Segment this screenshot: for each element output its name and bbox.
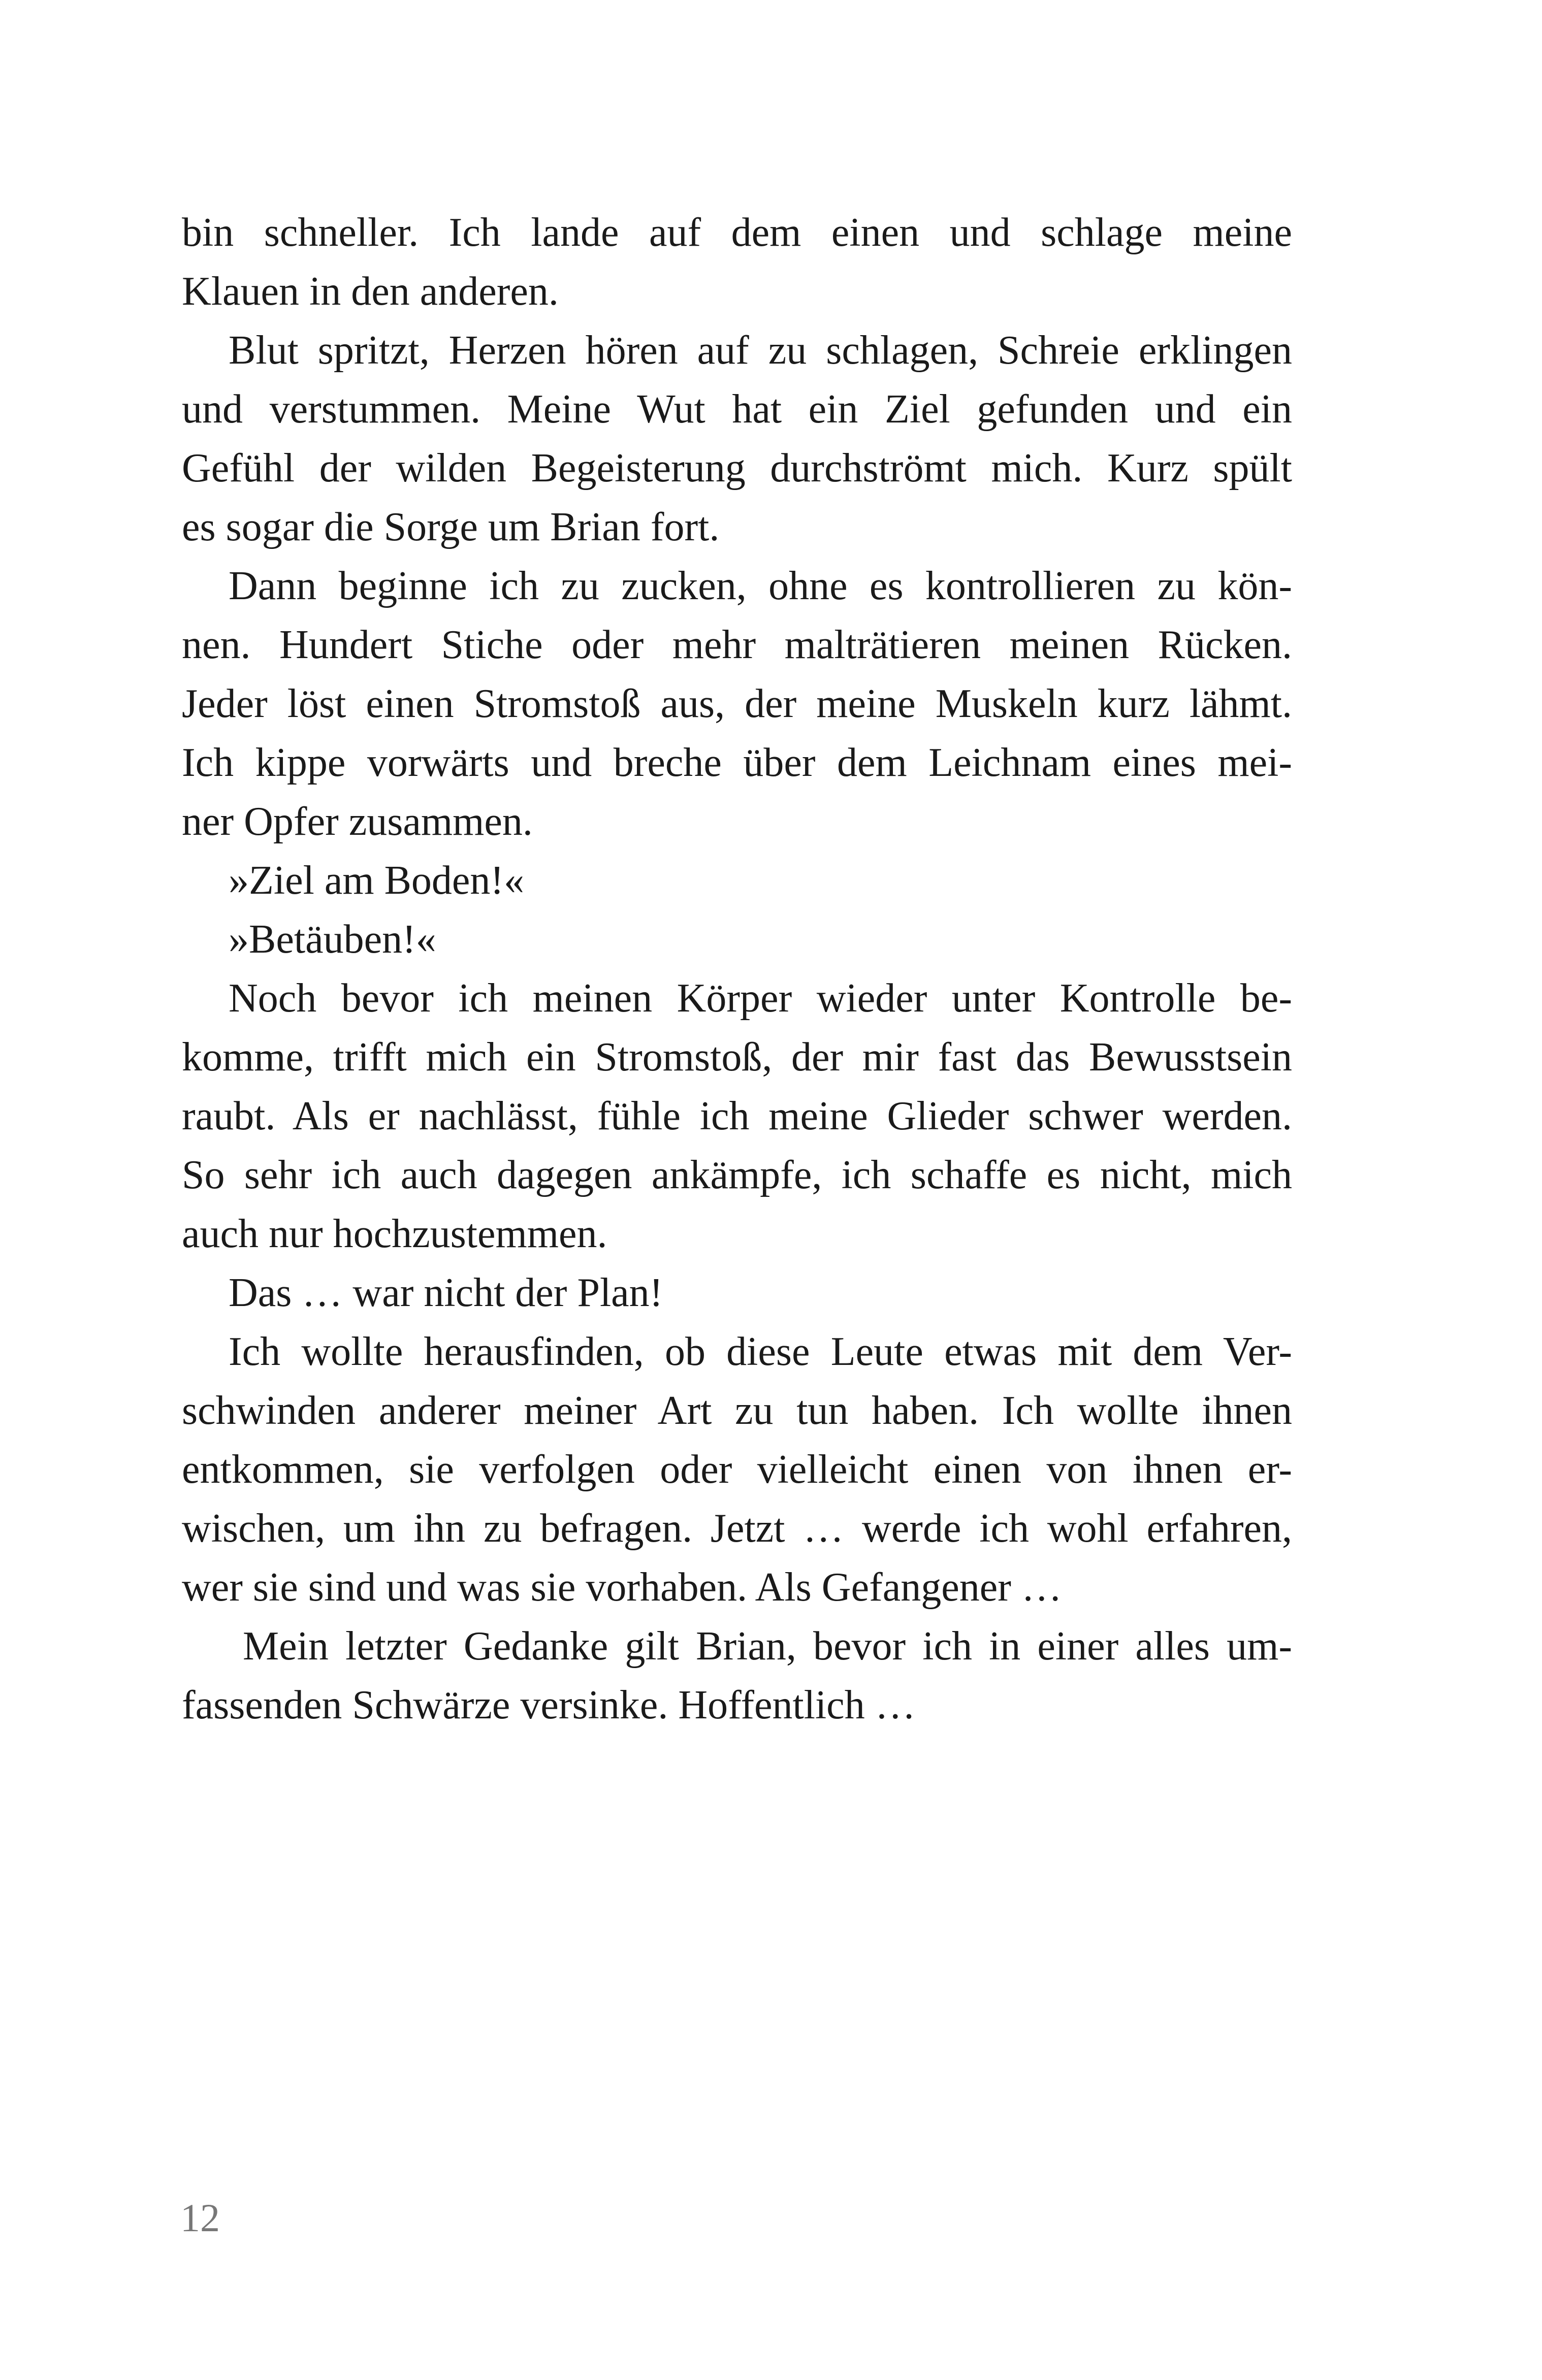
text-line: »Betäuben!« (229, 917, 436, 962)
text-line: schwinden anderer meiner Art zu tun haben. Ich wollte ihnen (182, 1388, 1292, 1433)
text-line: Blut spritzt, Herzen hören auf zu schlagen, Schreie erklingen (229, 328, 1292, 373)
page-number: 12 (180, 2196, 220, 2240)
text-line: Mein letzter Gedanke gilt Brian, bevor ich in einer alles um- (243, 1624, 1292, 1669)
text-line: auch nur hochzustemmen. (182, 1212, 607, 1256)
text-line: Das … war nicht der Plan! (229, 1270, 663, 1315)
text-line: Jeder löst einen Stromstoß aus, der meine Muskeln kurz lähmt. (182, 681, 1292, 726)
text-line: Ich kippe vorwärts und breche über dem Leichnam eines mei- (182, 740, 1292, 785)
text-line: wischen, um ihn zu befragen. Jetzt … werde ich wohl erfahren, (182, 1506, 1292, 1551)
text-line: So sehr ich auch dagegen ankämpfe, ich schaffe es nicht, mich (182, 1153, 1292, 1197)
text-line: nen. Hundert Stiche oder mehr malträtieren meinen Rücken. (182, 623, 1292, 667)
body-text (182, 203, 1292, 1735)
text-line: komme, trifft mich ein Stromstoß, der mir fast das Bewusstsein (182, 1035, 1292, 1080)
text-line: wer sie sind und was sie vorhaben. Als Gefangener … (182, 1565, 1062, 1610)
text-line: Noch bevor ich meinen Körper wieder unter Kontrolle be- (229, 976, 1292, 1021)
text-line: entkommen, sie verfolgen oder vielleicht einen von ihnen er- (182, 1447, 1292, 1492)
text-line: es sogar die Sorge um Brian fort. (182, 505, 720, 549)
text-line: Ich wollte herausfinden, ob diese Leute etwas mit dem Ver- (229, 1329, 1292, 1374)
text-line: Klauen in den anderen. (182, 269, 559, 314)
text-line: raubt. Als er nachlässt, fühle ich meine Glieder schwer werden. (182, 1094, 1292, 1138)
text-line: Gefühl der wilden Begeisterung durchströmt mich. Kurz spült (182, 446, 1292, 491)
text-line: Dann beginne ich zu zucken, ohne es kontrollieren zu kön- (229, 564, 1292, 608)
text-line: »Ziel am Boden!« (229, 858, 525, 903)
text-line: und verstummen. Meine Wut hat ein Ziel gefunden und ein (182, 387, 1292, 432)
text-line: fassenden Schwärze versinke. Hoffentlich … (182, 1683, 916, 1727)
text-line: bin schneller. Ich lande auf dem einen und schlage meine (182, 210, 1292, 255)
text-line: ner Opfer zusammen. (182, 799, 533, 844)
